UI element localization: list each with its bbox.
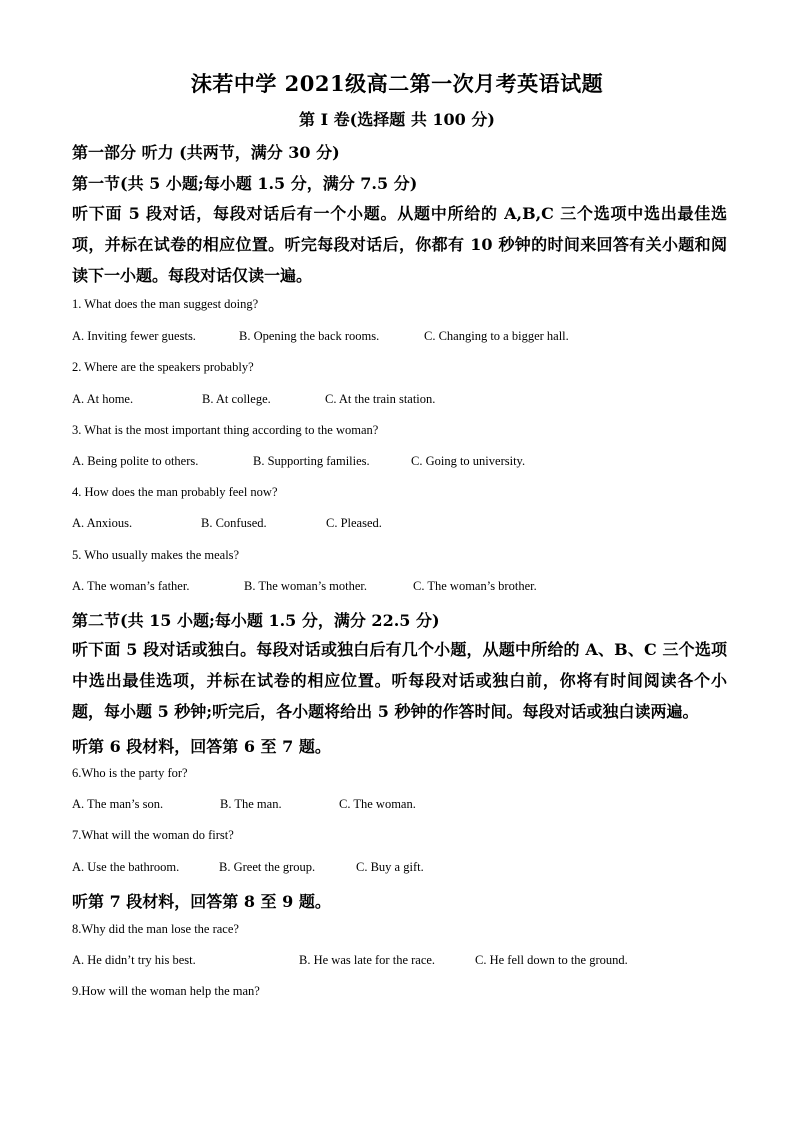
option-b: B. The man. <box>220 797 282 811</box>
part1-heading: 第一部分 听力 (共两节，满分 30 分) <box>72 143 340 162</box>
option-a: A. Use the bathroom. <box>72 860 180 874</box>
section2-heading: 第二节(共 15 小题;每小题 1.5 分，满分 22.5 分) <box>72 611 440 630</box>
material-7-heading: 听第 7 段材料，回答第 8 至 9 题。 <box>72 892 331 911</box>
option-c: C. Pleased. <box>326 516 382 530</box>
option-c: C. The woman. <box>339 797 416 811</box>
option-b: B. At college. <box>202 392 271 406</box>
option-a: A. At home. <box>72 392 134 406</box>
question-1: 1. What does the man suggest doing? <box>72 297 259 311</box>
material-6-heading: 听第 6 段材料，回答第 6 至 7 题。 <box>72 737 331 756</box>
question-2: 2. Where are the speakers probably? <box>72 360 254 374</box>
option-c: C. Changing to a bigger hall. <box>424 329 569 343</box>
section1-heading: 第一节(共 5 小题;每小题 1.5 分，满分 7.5 分) <box>72 174 418 193</box>
option-b: B. The woman’s mother. <box>244 579 368 593</box>
question-6: 6.Who is the party for? <box>72 766 188 780</box>
question-7: 7.What will the woman do first? <box>72 828 234 842</box>
exam-title: 沫若中学 2021级高二第一次月考英语试题 <box>190 71 604 96</box>
section2-instructions: 听下面 5 段对话或独白。每段对话或独白后有几个小题，从题中所给的 A、B、C 三个选项中选出最佳选项，并标在试卷的相应位置。听每段对话或独白前，你将有时间阅读各个小题，每小题 5 秒钟;听完后，各小题将给出 5 秒钟的作答时间。每段对话或独白读两遍。 <box>72 640 727 721</box>
option-b: B. Supporting families. <box>253 454 370 468</box>
option-c: C. The woman’s brother. <box>413 579 537 593</box>
option-b: B. He was late for the race. <box>299 953 436 967</box>
option-b: B. Opening the back rooms. <box>239 329 380 343</box>
question-5: 5. Who usually makes the meals? <box>72 548 240 562</box>
question-4: 4. How does the man probably feel now? <box>72 485 278 499</box>
option-a: A. The man’s son. <box>72 797 164 811</box>
option-a: A. He didn’t try his best. <box>72 953 196 967</box>
option-c: C. He fell down to the ground. <box>475 953 628 967</box>
section1-instructions: 听下面 5 段对话，每段对话后有一个小题。从题中所给的 A,B,C 三个选项中选出最佳选项，并标在试卷的相应位置。听完每段对话后，你都有 10 秒钟的时间来回答有关小题和阅读下一小题。每段对话仅读一遍。 <box>72 204 727 285</box>
option-c: C. At the train station. <box>325 392 436 406</box>
option-b: B. Confused. <box>201 516 267 530</box>
option-a: A. Anxious. <box>72 516 133 530</box>
option-c: C. Buy a gift. <box>356 860 424 874</box>
option-a: A. Being polite to others. <box>72 454 199 468</box>
option-b: B. Greet the group. <box>219 860 316 874</box>
option-a: A. The woman’s father. <box>72 579 190 593</box>
question-9: 9.How will the woman help the man? <box>72 984 260 998</box>
question-8: 8.Why did the man lose the race? <box>72 922 239 936</box>
option-c: C. Going to university. <box>411 454 526 468</box>
question-3: 3. What is the most important thing according to the woman? <box>72 423 379 437</box>
exam-subtitle: 第 I 卷(选择题 共 100 分) <box>299 110 495 129</box>
option-a: A. Inviting fewer guests. <box>72 329 196 343</box>
